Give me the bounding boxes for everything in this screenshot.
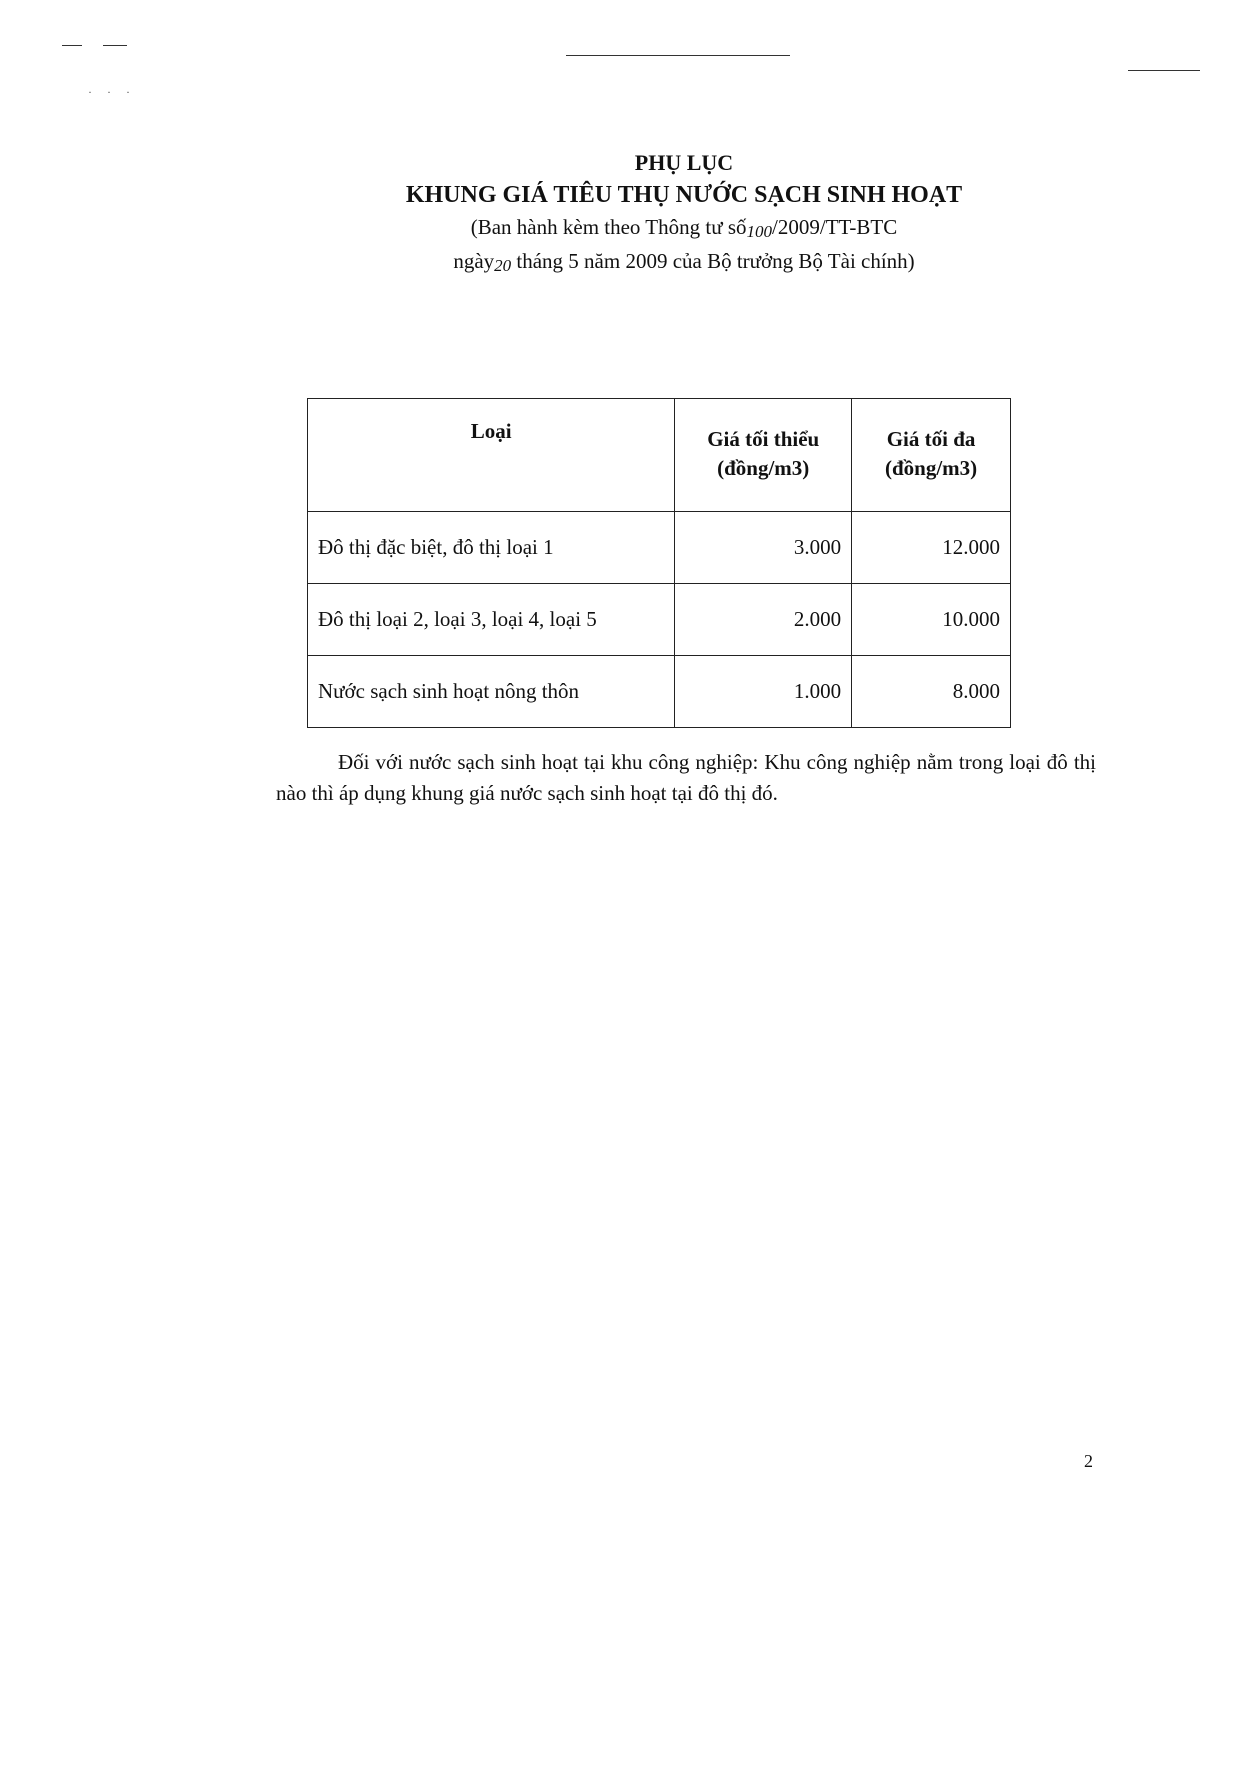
header-max-price xyxy=(852,399,1011,512)
scan-mark-top-center xyxy=(566,55,790,56)
header-min-price-unit: (đồng/m3) xyxy=(717,456,810,480)
issued-line-prefix: (Ban hành kèm theo Thông tư số xyxy=(470,215,747,239)
scan-mark-top-left-2 xyxy=(103,45,127,46)
row-type: Đô thị đặc biệt, đô thị loại 1 xyxy=(308,512,675,584)
date-line-prefix: ngày xyxy=(453,249,495,273)
scan-mark-top-right xyxy=(1128,70,1200,71)
circular-number-handwritten: 100 xyxy=(746,222,773,241)
table-row xyxy=(308,584,1011,656)
scan-dots: · · · xyxy=(88,85,136,99)
date-line xyxy=(0,249,1235,274)
row-min-price: 1.000 xyxy=(675,656,852,728)
scan-mark-top-left xyxy=(62,45,82,46)
note-paragraph: Đối với nước sạch sinh hoạt tại khu công nghiệp: Khu công nghiệp nằm trong loại đô thị nào thì áp dụng khung giá nước sạch sinh hoạt tại đô thị đó. xyxy=(276,750,1096,805)
header-max-price-label: Giá tối đa xyxy=(886,427,976,451)
price-table xyxy=(307,398,1011,728)
row-min-price: 2.000 xyxy=(675,584,852,656)
header-min-price-label: Giá tối thiểu xyxy=(707,427,820,451)
row-type: Đô thị loại 2, loại 3, loại 4, loại 5 xyxy=(308,584,675,656)
table-row xyxy=(308,656,1011,728)
row-max-price: 12.000 xyxy=(852,512,1011,584)
header-type: Loại xyxy=(308,399,675,512)
row-type: Nước sạch sinh hoạt nông thôn xyxy=(308,656,675,728)
date-line-suffix: tháng 5 năm 2009 của Bộ trưởng Bộ Tài chính) xyxy=(511,249,915,273)
date-day-handwritten: 20 xyxy=(494,256,512,275)
table-header-row xyxy=(308,399,1011,512)
table-row xyxy=(308,512,1011,584)
row-min-price: 3.000 xyxy=(675,512,852,584)
document-title: KHUNG GIÁ TIÊU THỤ NƯỚC SẠCH SINH HOẠT xyxy=(405,182,963,208)
page-number: 2 xyxy=(1084,1451,1093,1471)
row-max-price: 8.000 xyxy=(852,656,1011,728)
row-max-price: 10.000 xyxy=(852,584,1011,656)
document-heading: PHỤ LỤC xyxy=(634,150,734,175)
header-max-price-unit: (đồng/m3) xyxy=(884,456,978,480)
issued-line xyxy=(0,215,1235,240)
header-min-price xyxy=(675,399,852,512)
issued-line-suffix: /2009/TT-BTC xyxy=(772,215,898,239)
